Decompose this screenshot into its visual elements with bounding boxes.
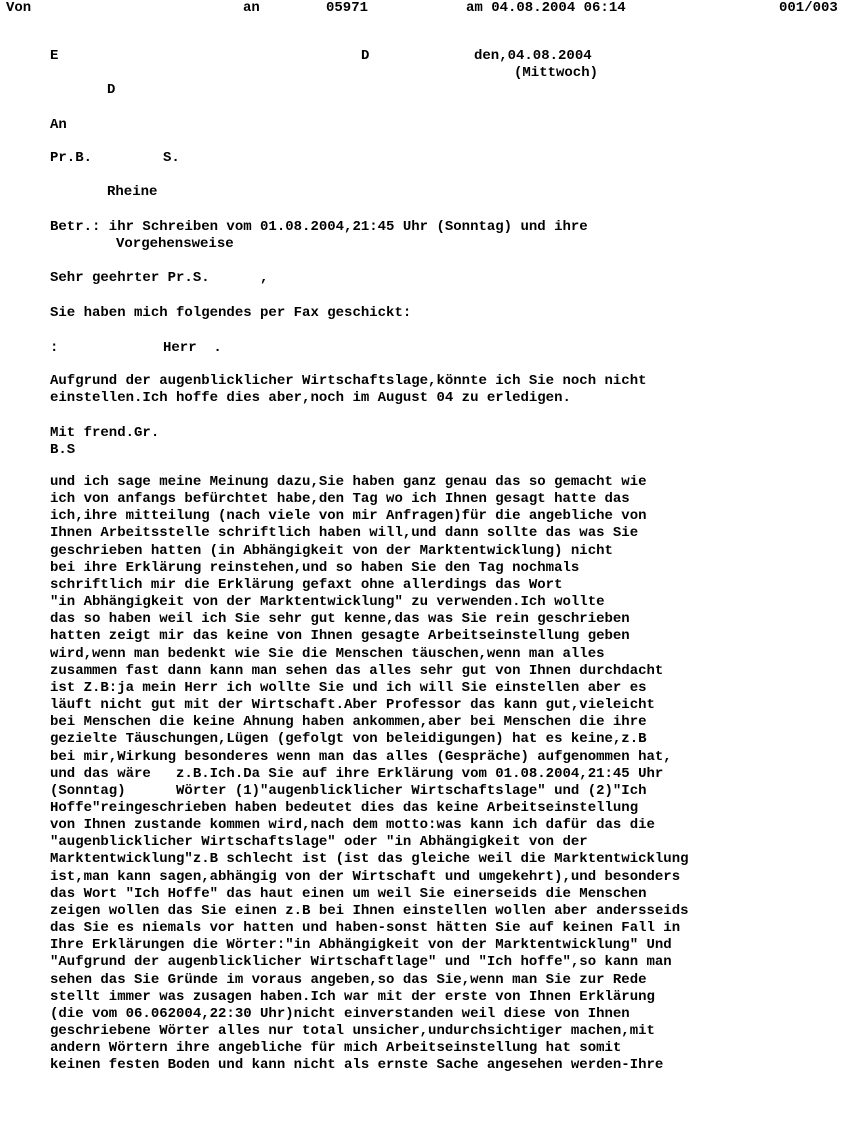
quote-line-1: Aufgrund der augenblicklicher Wirtschaftslage,könnte ich Sie noch nicht — [50, 373, 647, 389]
fax-from-label: Von — [6, 0, 32, 16]
recipient-initial: S. — [163, 150, 180, 166]
quote-line-2: einstellen.Ich hoffe dies aber,noch im August 04 zu erledigen. — [50, 390, 571, 406]
fax-to-label: an — [243, 0, 260, 16]
letter-date: den,04.08.2004 — [474, 48, 592, 64]
quote-address-herr: Herr . — [163, 340, 222, 356]
recipient-city: Rheine — [107, 184, 158, 200]
salutation: Sehr geehrter Pr.S. , — [50, 270, 269, 286]
letter-body: und ich sage meine Meinung dazu,Sie haben ganz genau das so gemacht wie ich von anfangs befürchtet habe,den Tag wo ich Ihnen gesagt hatte das ich,ihre mitteilung (nach viele von mir Anfragen)für die angebliche von Ihnen Arbeitsstelle schriftlich haben will,und dann sollte das was Sie geschrieben hatten (in Abhängigkeit von der Marktentwicklung) nicht bei ihre Erklärung reinstehen,und so haben Sie den Tag nochmals schriftlich mir die Erklärung gefaxt ohne allerdings das Wort "in Abhängigkeit von der Marktentwicklung" zu verwenden.Ich wollte das so haben weil ich Sie sehr gut kenne,das was Sie rein geschrieben hatten zeigt mir das keine von Ihnen gesagte Arbeitseinstellung geben wird,wenn man bedenkt wie Sie die Menschen täuschen,wenn man alles zusammen fast dann kann man sehen das alles sehr gut von Ihnen durchdacht ist Z.B:ja mein Herr ich wollte Sie und ich will Sie einstellen aber es läuft nicht gut mit der Wirtschaft.Aber Professor das kann gut,vieleicht bei Menschen die keine Ahnung haben ankommen,aber bei Menschen die ihre gezielte Täuschungen,Lügen (gefolgt von beleidigungen) hat es keine,z.B bei mir,Wirkung besonderes wenn man das alles (Gespräche) aufgenommen hat, und das wäre z.B.Ich.Da Sie auf ihre Erklärung vom 01.08.2004,21:45 Uhr (Sonntag) Wörter (1)"augenblicklicher Wirtschaftslage" und (2)"Ich Hoffe"reingeschrieben haben bedeutet dies das keine Arbeitseinstellung von Ihnen zustande kommen wird,nach dem motto:was kann ich dafür das die "augenblicklicher Wirtschaftslage" oder "in Abhängigkeit von der Marktentwicklung"z.B schlecht ist (ist das gleiche weil die Marktentwicklung ist,man kann sagen,abhängig von der Wirtschaft und umgekehrt),und besonders das Wort "Ich Hoffe" das haut einen um weil Sie einerseids die Menschen zeigen wollen das Sie einen z.B bei Ihnen einstellen wollen aber andersseids das Sie es niemals vor hatten und haben-sonst hätten Sie auf keinen Fall in Ihre Erklärungen die Wörter:"in Abhängigkeit von der Marktentwicklung" Und "Aufgrund der augenblicklicher Wirtschaftlage" und "Ich hoffe",so kann man sehen das Sie Gründe im voraus angeben,so das Sie,wenn man Sie zur Rede stellt immer was zusagen haben.Ich war mit der erste von Ihnen Erklärung (die vom 06.062004,22:30 Uhr)nicht einverstanden weil diese von Ihnen geschriebene Wörter alles nur total unsicher,undurchsichtiger machen,mit andern Wörtern ihre angebliche für mich Arbeitseinstellung hat somit keinen festen Boden und kann nicht als ernste Sache angesehen werden-Ihre — [50, 474, 689, 1074]
fax-page-count: 001/003 — [779, 0, 838, 16]
recipient-to-label: An — [50, 117, 67, 133]
intro-line: Sie haben mich folgendes per Fax geschickt: — [50, 305, 412, 321]
fax-date-time: am 04.08.2004 06:14 — [466, 0, 626, 16]
letter-weekday: (Mittwoch) — [514, 65, 599, 81]
fax-number: 05971 — [326, 0, 369, 16]
recipient-title: Pr.B. — [50, 150, 93, 166]
subject-line-2: Vorgehensweise — [116, 236, 234, 252]
quote-address-colon: : — [50, 340, 59, 356]
quote-closing-1: Mit frend.Gr. — [50, 425, 160, 441]
sender-initial-2: D — [361, 48, 370, 64]
quote-closing-2: B.S — [50, 442, 76, 458]
subject-line-1: Betr.: ihr Schreiben vom 01.08.2004,21:45 Uhr (Sonntag) und ihre — [50, 219, 588, 235]
sender-city-initial: D — [107, 82, 116, 98]
sender-initial: E — [50, 48, 59, 64]
